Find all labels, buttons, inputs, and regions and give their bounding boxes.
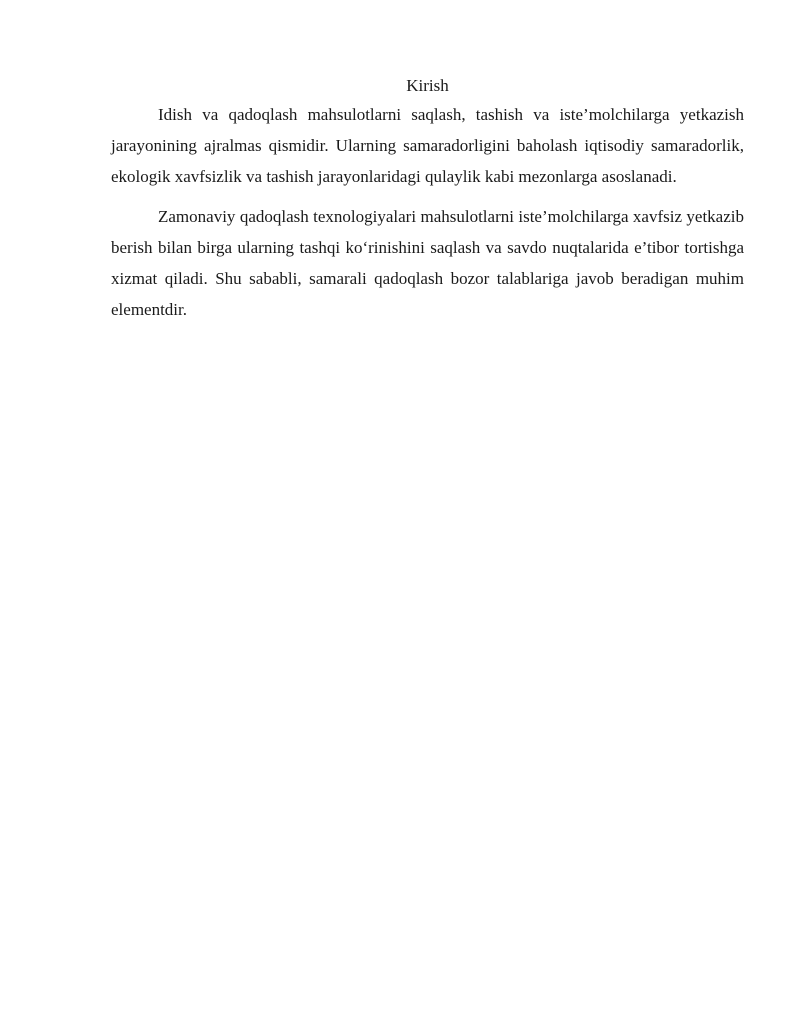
section-title: Kirish [406, 76, 449, 95]
paragraph-1: Idish va qadoqlash mahsulotlarni saqlash, tashish va iste’molchilarga yetkazish jarayonining ajralmas qismidir. Ularning samaradorligini baholash iqtisodiy samaradorlik, ekologik xavfsizlik va tashish jarayonlaridagi qulaylik kabi mezonlarga asoslanadi. [111, 105, 744, 186]
paragraph-2: Zamonaviy qadoqlash texnologiyalari mahsulotlarni iste’molchilarga xavfsiz yetkazib berish bilan birga ularning tashqi koʻrinishini saqlash va savdo nuqtalarida e’tibor tortishga xizmat qiladi. Shu sababli, samarali qadoqlash bozor talablariga javob beradigan muhim elementdir. [111, 207, 744, 319]
document-body [111, 74, 744, 325]
